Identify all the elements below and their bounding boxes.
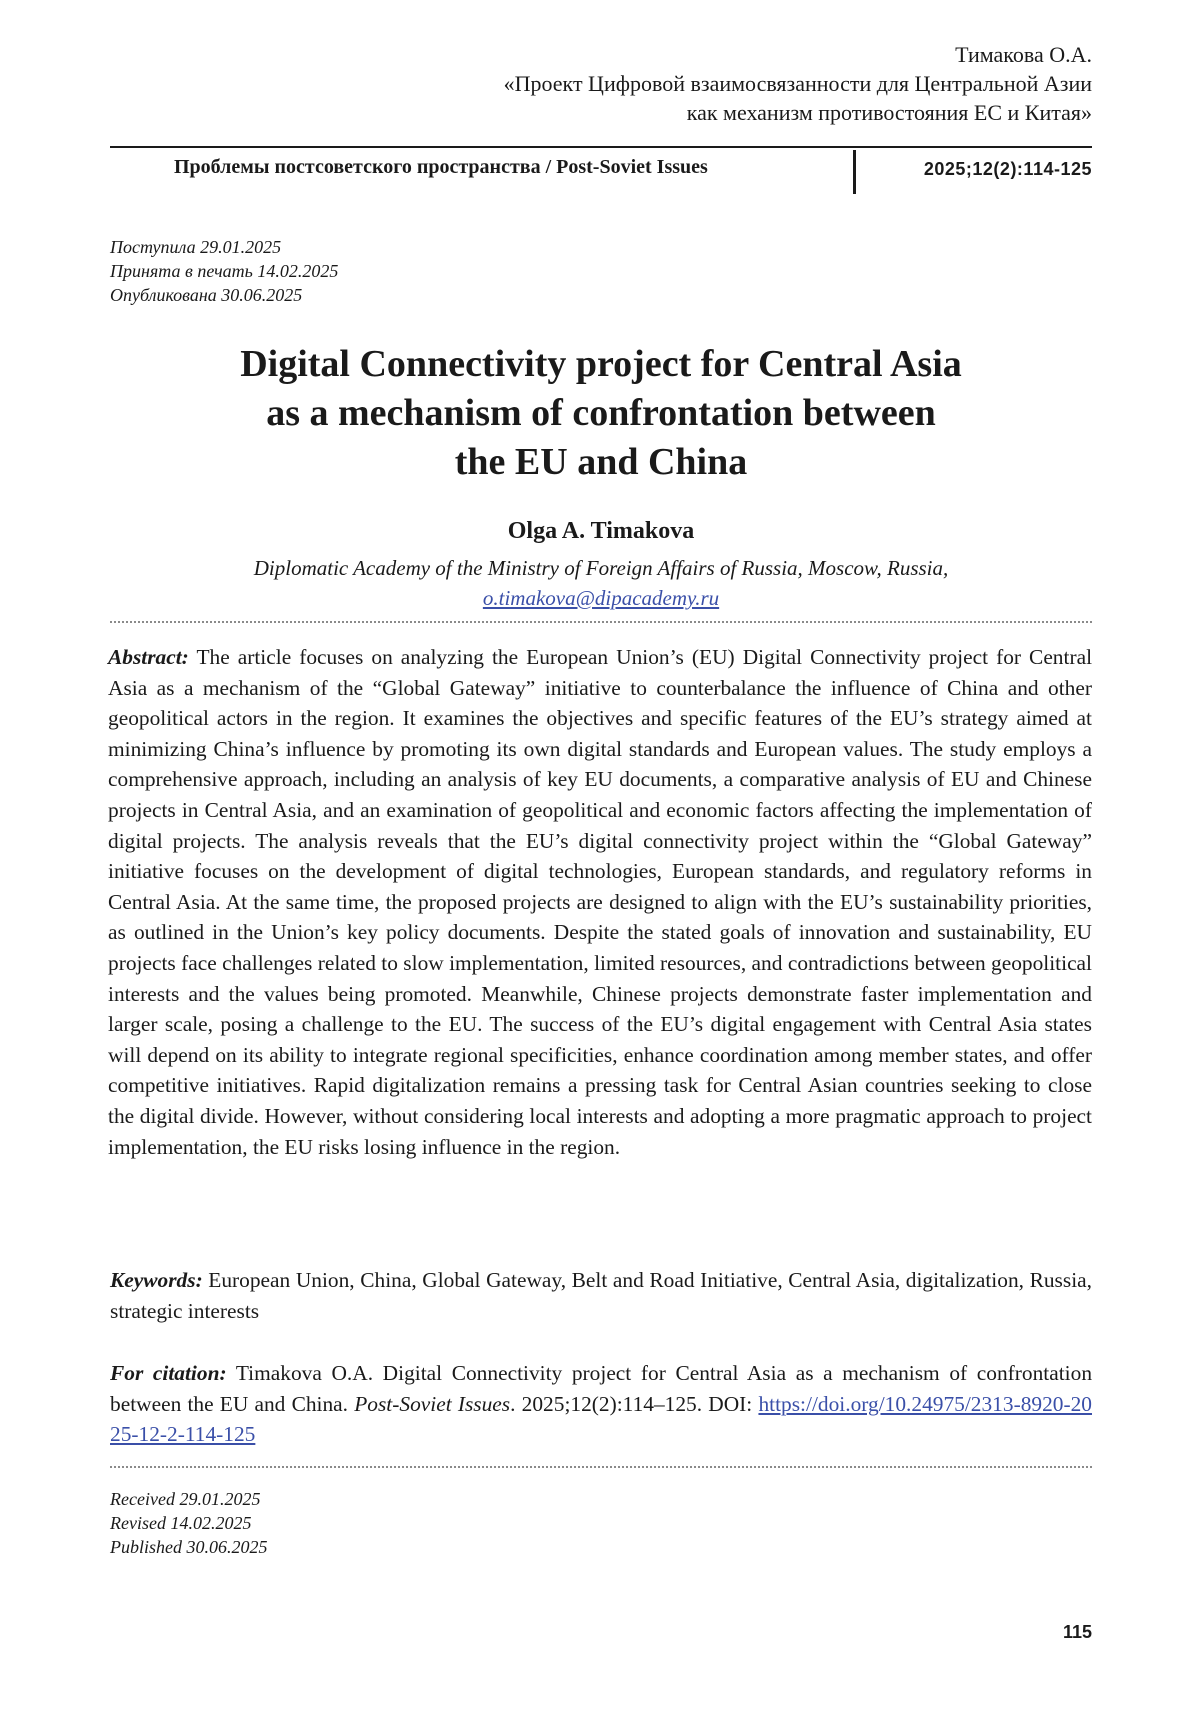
journal-name: Проблемы постсоветского пространства / Post-Soviet Issues (174, 156, 708, 178)
journal-separator (853, 150, 856, 194)
running-header-title-line-2: как механизм противостояния ЕС и Китая» (686, 100, 1092, 125)
author-email-link[interactable]: o.timakova@dipacademy.ru (482, 586, 720, 610)
header-rule (110, 146, 1092, 148)
citation-journal: Post-Soviet Issues (354, 1391, 511, 1416)
running-header-title-line-1: «Проект Цифровой взаимосвязанности для Центральной Азии (503, 71, 1092, 96)
running-header (92, 40, 1092, 127)
keywords-text: European Union, China, Global Gateway, Belt and Road Initiative, Central Asia, digitalization, Russia, strategic interests (110, 1268, 1092, 1323)
date-received-ru: Поступила 29.01.2025 (110, 237, 282, 257)
dotted-divider-bottom (110, 1466, 1092, 1468)
keywords (110, 1265, 1092, 1326)
author-name: Olga A. Timakova (507, 518, 695, 544)
date-published-ru: Опубликована 30.06.2025 (110, 285, 303, 305)
journal-issue: 2025;12(2):114-125 (923, 159, 1092, 179)
abstract-label: Abstract: (108, 645, 189, 669)
journal-bar (110, 150, 1092, 196)
citation-label: For citation: (110, 1361, 227, 1385)
date-accepted-ru: Принята в печать 14.02.2025 (110, 261, 339, 281)
citation (110, 1358, 1092, 1450)
date-revised-en: Revised 14.02.2025 (110, 1513, 252, 1533)
dates-russian (110, 235, 338, 307)
article-title-line-1: Digital Connectivity project for Central Asia (240, 343, 962, 385)
date-published-en: Published 30.06.2025 (110, 1537, 268, 1557)
author-affiliation: Diplomatic Academy of the Ministry of Foreign Affairs of Russia, Moscow, Russia, (253, 556, 949, 580)
dotted-divider-top (110, 621, 1092, 623)
author-affiliation-block (110, 553, 1092, 613)
dates-english (110, 1487, 268, 1559)
abstract-text: The article focuses on analyzing the European Union’s (EU) Digital Connectivity project for Central Asia as a mechanism of the “Global Gateway” initiative to counterbalance the influence of China and other geopolitical actors in the region. It examines the objectives and specific features of the EU’s strategy aimed at minimizing China’s influence by promoting its own digital standards and European values. The study employs a comprehensive approach, including an analysis of key EU documents, a comparative analysis of EU and Chinese projects in Central Asia, and an examination of geopolitical and economic factors affecting the implementation of digital projects. The analysis reveals that the EU’s digital connectivity project within the “Global Gateway” initiative focuses on the development of digital technologies, European standards, and regulatory reforms in Central Asia. At the same time, the proposed projects are designed to align with the EU’s sustainability priorities, as outlined in the Union’s key policy documents. Despite the stated goals of innovation and sustainability, EU projects face challenges related to slow implementation, limited resources, and contradictions between geopolitical interests and the values being promoted. Meanwhile, Chinese projects demonstrate faster implementation and larger scale, posing a challenge to the EU. The success of the EU’s digital engagement with Central Asia states will depend on its ability to integrate regional specificities, enhance coordination among member states, and offer competitive initiatives. Rapid digitalization remains a pressing task for Central Asian countries seeking to close the digital divide. However, without considering local interests and adopting a more pragmatic approach to project implementation, the EU risks losing influence in the region. (108, 645, 1093, 1159)
date-received-en: Received 29.01.2025 (110, 1489, 261, 1509)
page-number: 115 (1062, 1622, 1092, 1642)
citation-text-part-1: Timakova O.A. Digital Connectivity project for Central Asia as a mechanism of confrontation between the EU and China. (110, 1361, 1093, 1416)
keywords-label: Keywords: (110, 1268, 203, 1292)
running-header-author: Тимакова О.А. (955, 42, 1092, 67)
citation-doi-link[interactable]: https://doi.org/10.24975/2313-8920-2025-12-2-114-125 (110, 1391, 1092, 1447)
abstract (108, 642, 1092, 1162)
article-title-line-3: the EU and China (454, 441, 748, 483)
article-title-line-2: as a mechanism of confrontation between (266, 392, 936, 434)
article-title (110, 340, 1092, 487)
citation-text-part-2: . 2025;12(2):114–125. DOI: (510, 1391, 759, 1416)
